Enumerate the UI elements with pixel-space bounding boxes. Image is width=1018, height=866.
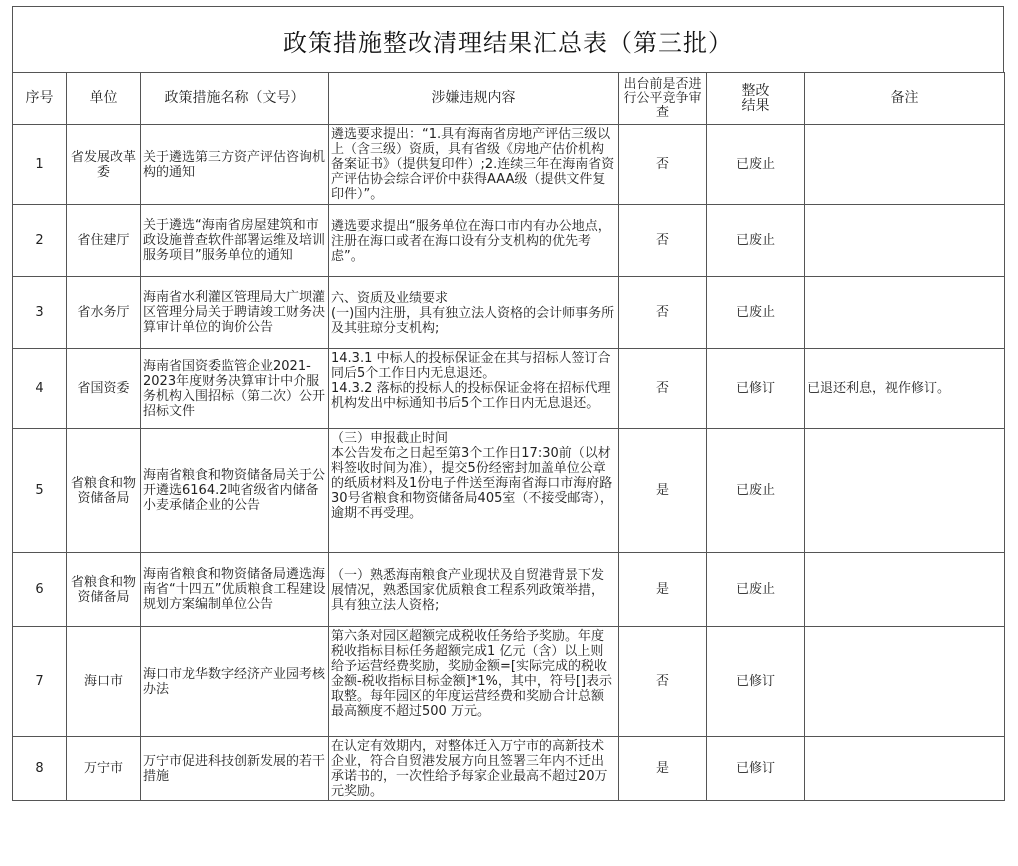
row-unit: 省住建厅 — [67, 205, 141, 277]
row-seq: 6 — [13, 553, 67, 627]
row-policy-name: 海南省水利灌区管理局大广坝灌区管理分局关于聘请竣工财务决算审计单位的询价公告 — [141, 277, 329, 349]
row-violation-content: 遴选要求提出“服务单位在海口市内有办公地点，注册在海口或者在海口设有分支机构的优先考虑”。 — [329, 205, 619, 277]
table-row — [13, 125, 1005, 205]
header-row — [13, 73, 1005, 125]
row-violation-content: 在认定有效期内，对整体迁入万宁市的高新技术企业，符合自贸港发展方向且签署三年内不迁出承诺书的，一次性给予每家企业最高不超过20万元奖励。 — [329, 737, 619, 801]
row-review: 是 — [619, 429, 707, 553]
row-review: 是 — [619, 737, 707, 801]
row-review: 否 — [619, 349, 707, 429]
row-violation-content: 第六条对园区超额完成税收任务给予奖励。年度税收指标目标任务超额完成1 亿元（含）以上则给予运营经费奖励，奖励金额=[实际完成的税收金额-税收指标目标金额]*1%，其中，符号[]表示取整。每年园区的年度运营经费和奖励合计总额最高额度不超过500 万元。 — [329, 627, 619, 737]
row-note: 已退还利息，视作修订。 — [805, 349, 1005, 429]
table-row — [13, 553, 1005, 627]
row-unit: 省粮食和物资储备局 — [67, 429, 141, 553]
header-note: 备注 — [805, 73, 1005, 125]
row-policy-name: 万宁市促进科技创新发展的若干措施 — [141, 737, 329, 801]
row-note — [805, 277, 1005, 349]
table-row — [13, 737, 1005, 801]
row-seq: 3 — [13, 277, 67, 349]
header-seq: 序号 — [13, 73, 67, 125]
row-review: 是 — [619, 553, 707, 627]
table-row — [13, 429, 1005, 553]
row-policy-name: 关于遴选“海南省房屋建筑和市政设施普查软件部署运维及培训服务项目”服务单位的通知 — [141, 205, 329, 277]
row-seq: 8 — [13, 737, 67, 801]
row-seq: 1 — [13, 125, 67, 205]
row-result: 已废止 — [707, 429, 805, 553]
row-violation-content: 遴选要求提出：“1.具有海南省房地产评估三级以上（含三级）资质，具有省级《房地产估价机构备案证书》（提供复印件）;2.连续三年在海南省资产评估协会综合评价中获得AAA级（提供文件复印件）”。 — [329, 125, 619, 205]
row-violation-content: （三）申报截止时间 本公告发布之日起至第3个工作日17:30前（以材料签收时间为准），提交5份经密封加盖单位公章的纸质材料及1份电子件送至海南省海口市海府路30号省粮食和物资储备局405室（不接受邮寄），逾期不再受理。 — [329, 429, 619, 553]
header-unit: 单位 — [67, 73, 141, 125]
row-unit: 省粮食和物资储备局 — [67, 553, 141, 627]
row-policy-name: 海南省国资委监管企业2021-2023年度财务决算审计中介服务机构入围招标（第二次）公开招标文件 — [141, 349, 329, 429]
header-name: 政策措施名称（文号） — [141, 73, 329, 125]
row-result: 已修订 — [707, 627, 805, 737]
row-policy-name: 海南省粮食和物资储备局关于公开遴选6164.2吨省级省内储备小麦承储企业的公告 — [141, 429, 329, 553]
row-note — [805, 125, 1005, 205]
table-title: 政策措施整改清理结果汇总表（第三批） — [12, 6, 1004, 73]
row-unit: 省国资委 — [67, 349, 141, 429]
row-unit: 省发展改革委 — [67, 125, 141, 205]
header-review: 出台前是否进行公平竞争审查 — [619, 73, 707, 125]
row-violation-content: （一）熟悉海南粮食产业现状及自贸港背景下发展情况，熟悉国家优质粮食工程系列政策举措，具有独立法人资格; — [329, 553, 619, 627]
row-result: 已废止 — [707, 553, 805, 627]
row-policy-name: 海口市龙华数字经济产业园考核办法 — [141, 627, 329, 737]
row-result: 已废止 — [707, 277, 805, 349]
row-seq: 7 — [13, 627, 67, 737]
row-seq: 4 — [13, 349, 67, 429]
summary-table — [12, 72, 1005, 801]
row-result: 已修订 — [707, 737, 805, 801]
row-result: 已废止 — [707, 205, 805, 277]
table-row — [13, 349, 1005, 429]
row-review: 否 — [619, 627, 707, 737]
row-review: 否 — [619, 205, 707, 277]
row-unit: 省水务厅 — [67, 277, 141, 349]
row-seq: 5 — [13, 429, 67, 553]
row-note — [805, 553, 1005, 627]
row-note — [805, 205, 1005, 277]
table-row — [13, 627, 1005, 737]
table-row — [13, 205, 1005, 277]
row-violation-content: 14.3.1 中标人的投标保证金在其与招标人签订合同后5个工作日内无息退还。 14.3.2 落标的投标人的投标保证金将在招标代理机构发出中标通知书后5个工作日内无息退还。 — [329, 349, 619, 429]
row-unit: 海口市 — [67, 627, 141, 737]
row-seq: 2 — [13, 205, 67, 277]
row-policy-name: 关于遴选第三方资产评估咨询机构的通知 — [141, 125, 329, 205]
row-policy-name: 海南省粮食和物资储备局遴选海南省“十四五”优质粮食工程建设规划方案编制单位公告 — [141, 553, 329, 627]
table-row — [13, 277, 1005, 349]
header-content: 涉嫌违规内容 — [329, 73, 619, 125]
row-note — [805, 627, 1005, 737]
row-review: 否 — [619, 277, 707, 349]
row-result: 已修订 — [707, 349, 805, 429]
row-review: 否 — [619, 125, 707, 205]
row-note — [805, 429, 1005, 553]
header-result: 整改结果 — [707, 73, 805, 125]
row-violation-content: 六、资质及业绩要求 (一)国内注册，具有独立法人资格的会计师事务所及其驻琼分支机构; — [329, 277, 619, 349]
row-result: 已废止 — [707, 125, 805, 205]
row-unit: 万宁市 — [67, 737, 141, 801]
row-note — [805, 737, 1005, 801]
